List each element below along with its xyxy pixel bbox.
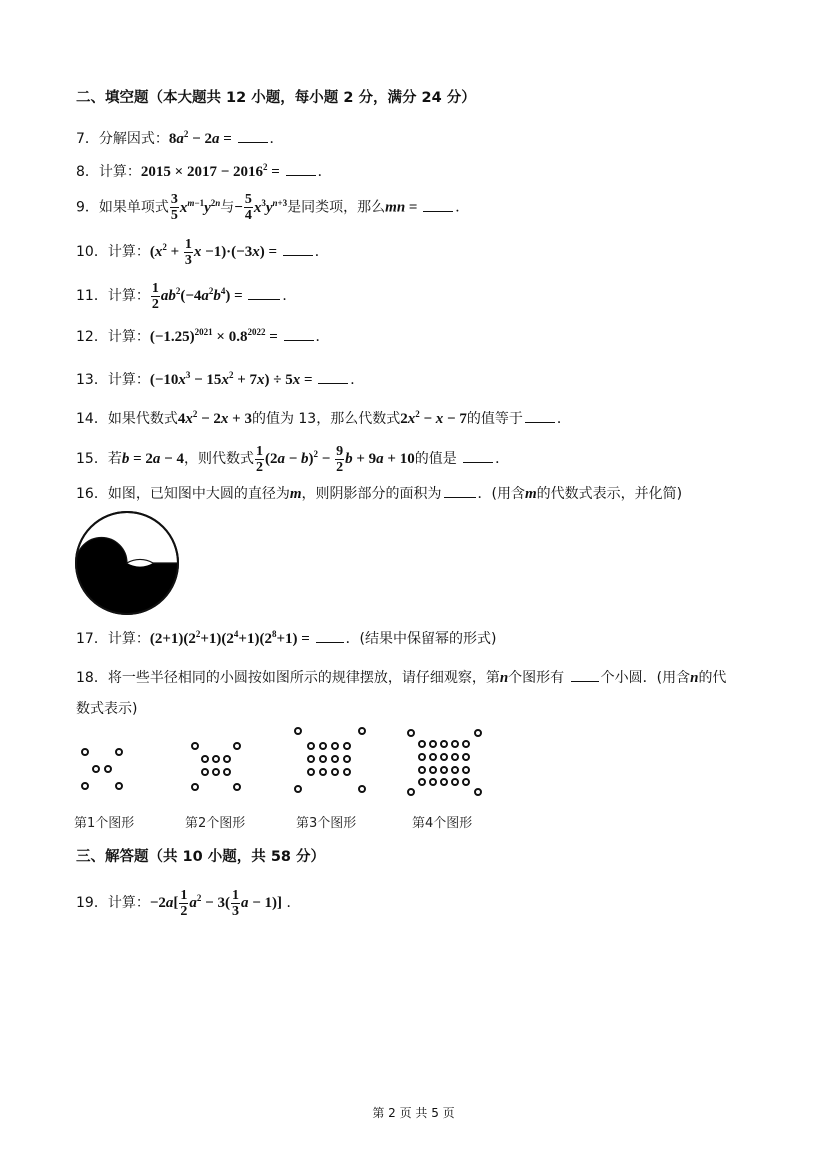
answer-blank[interactable] <box>238 128 268 143</box>
answer-blank[interactable] <box>571 667 599 682</box>
section-2-title: 二、填空题（本大题共 12 小题，每小题 2 分，满分 24 分） <box>76 90 476 106</box>
q8-expression: $2015 \times 2017 - 2016^2$ = <box>140 162 284 180</box>
circle-pattern-figure <box>70 722 490 802</box>
q7-expression: $8a^2 - 2a$ = <box>168 129 236 147</box>
q10-number: 10． <box>76 243 108 260</box>
q9-number: 9． <box>76 199 99 216</box>
q8-end: ． <box>317 164 332 180</box>
q15-expression: $\frac{1}{2}$ $(2a - b)^2$ − $\frac{9}{2}$ b + 9a + 10 <box>255 444 415 475</box>
q19-end: ． <box>286 894 301 911</box>
q16-text3: ．(用含 <box>477 486 525 502</box>
q11-expression: $\frac{1}{2}$ $ab^2(-4a^2b^4)$ = <box>151 281 247 312</box>
answer-blank[interactable] <box>248 285 280 300</box>
q9-end: ． <box>455 199 470 216</box>
q13-number: 13． <box>76 372 108 388</box>
answer-blank[interactable] <box>444 483 476 498</box>
figure-4-caption: 第4个图形 <box>412 816 473 831</box>
q15-number: 15． <box>76 450 108 467</box>
q18-text2: 个图形有 <box>508 670 565 686</box>
q9-expression: mn <box>385 199 406 216</box>
q13-end: ． <box>350 372 365 388</box>
question-11 <box>76 281 296 312</box>
q9-term2: $x^3y^{n+3}$ <box>253 197 288 216</box>
q15-text3: 的值是 <box>414 450 457 467</box>
q9-sign: − <box>234 199 243 216</box>
q17-text: 计算： <box>107 631 150 647</box>
q18-text3: 个小圆．(用含 <box>600 670 691 686</box>
q14-number: 14． <box>76 411 108 427</box>
q19-text: 计算： <box>107 894 150 911</box>
q12-end: ． <box>315 329 330 345</box>
page-footer: 第 2 页 共 5 页 <box>372 1106 455 1120</box>
q17-number: 17． <box>76 631 108 647</box>
q17-end: ．(结果中保留幂的形式) <box>345 631 497 647</box>
q17-expression: $(2+1)(2^2+1)(2^4+1)(2^8+1)$ = <box>149 629 314 647</box>
q19-expression: −2a[ $\frac{1}{2}$ $a^2 - 3$( $\frac{1}{3}$ a − 1)] <box>149 888 282 919</box>
q9-text1: 如果单项式 <box>98 199 169 216</box>
figure-2-caption: 第2个图形 <box>185 816 246 831</box>
q7-number: 7． <box>76 131 99 147</box>
q11-end: ． <box>282 287 297 304</box>
question-17 <box>76 628 497 649</box>
q13-expression: $(-10x^3 - 15x^2 + 7x) \div 5x$ = <box>149 370 317 388</box>
answer-blank[interactable] <box>283 241 313 256</box>
question-8 <box>76 161 332 182</box>
q10-end: ． <box>314 243 329 260</box>
answer-blank[interactable] <box>463 448 493 463</box>
q14-text1: 如果代数式 <box>107 411 178 427</box>
q7-text: 分解因式： <box>98 131 169 147</box>
q14-expression-1: $4x^2 - 2x + 3$ <box>177 409 252 427</box>
q10-expression: ($x^2$ + $\frac{1}{3}$ x −1)·(−3x) = <box>149 237 281 268</box>
q16-text1: 如图，已知图中大圆的直径为 <box>107 486 290 502</box>
q15-condition: b = 2a − 4 <box>121 450 184 467</box>
q12-text: 计算： <box>107 329 150 345</box>
question-15 <box>76 444 509 475</box>
answer-blank[interactable] <box>318 369 348 384</box>
q18-text1: 将一些半径相同的小圆按如图所示的规律摆放，请仔细观察，第 <box>107 670 500 686</box>
question-16 <box>76 483 682 504</box>
answer-blank[interactable] <box>284 326 314 341</box>
q15-text2: ，则代数式 <box>183 450 254 467</box>
q16-var: m <box>289 486 302 502</box>
q19-number: 19． <box>76 894 108 911</box>
q8-text: 计算： <box>98 164 141 180</box>
answer-blank[interactable] <box>286 161 316 176</box>
question-19 <box>76 888 300 919</box>
q14-expression-2: $2x^2 - x - 7$ <box>400 409 467 427</box>
answer-blank[interactable] <box>525 408 555 423</box>
q15-text1: 若 <box>107 450 122 467</box>
q18-var2: n <box>690 670 699 686</box>
q12-number: 12． <box>76 329 108 345</box>
q9-term1: $x^{m-1}y^{2n}$ <box>179 197 221 216</box>
q16-number: 16． <box>76 486 108 502</box>
q9-frac1: $\frac{3}{5}$ <box>170 192 178 223</box>
q18-line2: 数式表示) <box>76 701 138 717</box>
q9-text2: 与 <box>220 199 235 216</box>
q16-text2: ，则阴影部分的面积为 <box>301 486 442 502</box>
q14-text2: 的值为 13，那么代数式 <box>251 411 401 427</box>
question-18 <box>76 667 726 688</box>
question-7 <box>76 128 284 149</box>
q9-frac2: $\frac{5}{4}$ <box>244 192 252 223</box>
answer-blank[interactable] <box>316 628 344 643</box>
q15-end: ． <box>495 450 510 467</box>
q11-text: 计算： <box>107 287 150 304</box>
question-14 <box>76 408 571 429</box>
q14-end: ． <box>556 411 571 427</box>
yin-yang-figure <box>74 511 180 615</box>
q10-text: 计算： <box>107 243 150 260</box>
q7-end: ． <box>269 131 284 147</box>
q9-text3: 是同类项，那么 <box>287 199 386 216</box>
q12-expression: $(-1.25)^{2021} \times 0.8^{2022}$ = <box>149 327 282 345</box>
q8-number: 8． <box>76 164 99 180</box>
question-9: 9．如果单项式 $\frac{3}{5}$ $x^{m-1}y^{2n}$与− $\frac{5}{4}$ $x^3y^{n+3}$是同类项，那么mn = ． <box>76 192 470 223</box>
figure-3-caption: 第3个图形 <box>296 816 357 831</box>
q13-text: 计算： <box>107 372 150 388</box>
q18-text4: 的代 <box>698 670 727 686</box>
q16-var2: m <box>524 486 537 502</box>
section-3-title: 三、解答题（共 10 小题，共 58 分） <box>76 849 326 865</box>
q18-number: 18． <box>76 670 108 686</box>
q18-var: n <box>499 670 509 686</box>
figure-1-caption: 第1个图形 <box>74 816 135 831</box>
q14-text3: 的值等于 <box>466 411 523 427</box>
q11-number: 11． <box>76 287 108 304</box>
question-13 <box>76 369 364 390</box>
q16-text4: 的代数式表示，并化简) <box>536 486 683 502</box>
answer-blank[interactable] <box>423 197 453 212</box>
question-12 <box>76 326 330 347</box>
question-10 <box>76 237 329 268</box>
